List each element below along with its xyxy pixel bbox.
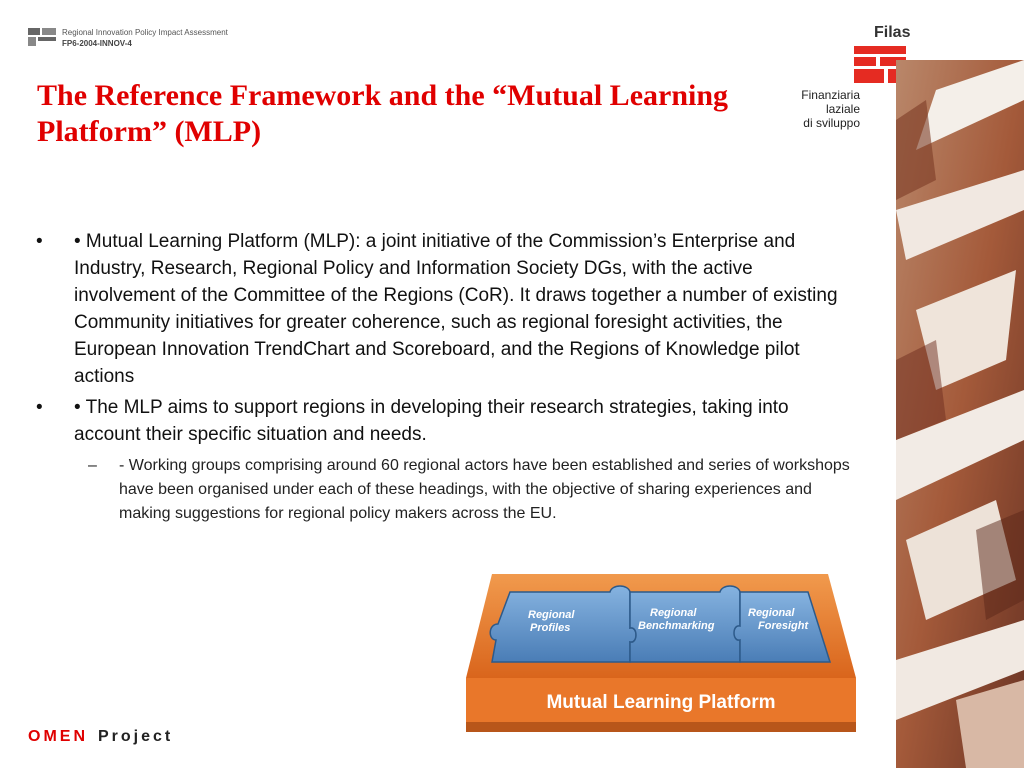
header-line-1: Regional Innovation Policy Impact Assessment [62, 28, 228, 37]
piece-2-line-1: Regional [650, 607, 697, 619]
bullet-item [36, 228, 856, 390]
footer-omen: OMEN [28, 728, 88, 745]
bullet-item [36, 394, 856, 448]
piece-1-line-1: Regional [528, 609, 575, 621]
mlp-puzzle-graphic [462, 570, 858, 740]
bullet-list [36, 228, 856, 526]
piece-3-line-1: Regional [748, 607, 795, 619]
sub-bullet-text: - Working groups comprising around 60 regional actors have been established and series of workshops have been organised under each of these headings, with the objective of sharing experiences and making suggestions for regional policy makers across the EU. [119, 457, 850, 522]
piece-2-line-2: Benchmarking [638, 620, 715, 632]
bullet-marker: • [36, 231, 43, 252]
piece-1-line-2: Profiles [530, 622, 571, 634]
filas-tagline-1: Finanziaria laziale [801, 88, 860, 116]
platform-label: Mutual Learning Platform [546, 692, 776, 713]
sub-bullet-item [88, 454, 859, 526]
filas-tagline [766, 88, 860, 130]
filas-tagline-2: di sviluppo [803, 116, 860, 130]
bullet-text: • The MLP aims to support regions in developing their research strategies, taking into account their specific situation and needs. [74, 397, 789, 445]
header-text [62, 27, 228, 49]
header-line-2: FP6-2004-INNOV-4 [62, 39, 132, 48]
filas-logo-text: Filas [874, 24, 911, 41]
footer [28, 728, 173, 746]
bullet-marker: • [36, 397, 43, 418]
sub-bullet-marker: – [88, 457, 97, 474]
footer-project: Project [98, 728, 174, 745]
bullet-text: • Mutual Learning Platform (MLP): a joint initiative of the Commission’s Enterprise and Industry, Research, Regional Policy and Information Society DGs, with the active involvement of the Committee of the Regions (CoR). It draws together a number of existing Community initiatives for greater coherence, such as regional foresight activities, the European Innovation TrendChart and Scoreboard, and the Regions of Knowledge pilot actions [74, 231, 838, 387]
slide-title: The Reference Framework and the “Mutual Learning Platform” (MLP) [37, 79, 729, 148]
decorative-strip-image [896, 60, 1024, 768]
piece-3-line-2: Foresight [758, 620, 809, 632]
project-logo-icon [28, 28, 56, 46]
